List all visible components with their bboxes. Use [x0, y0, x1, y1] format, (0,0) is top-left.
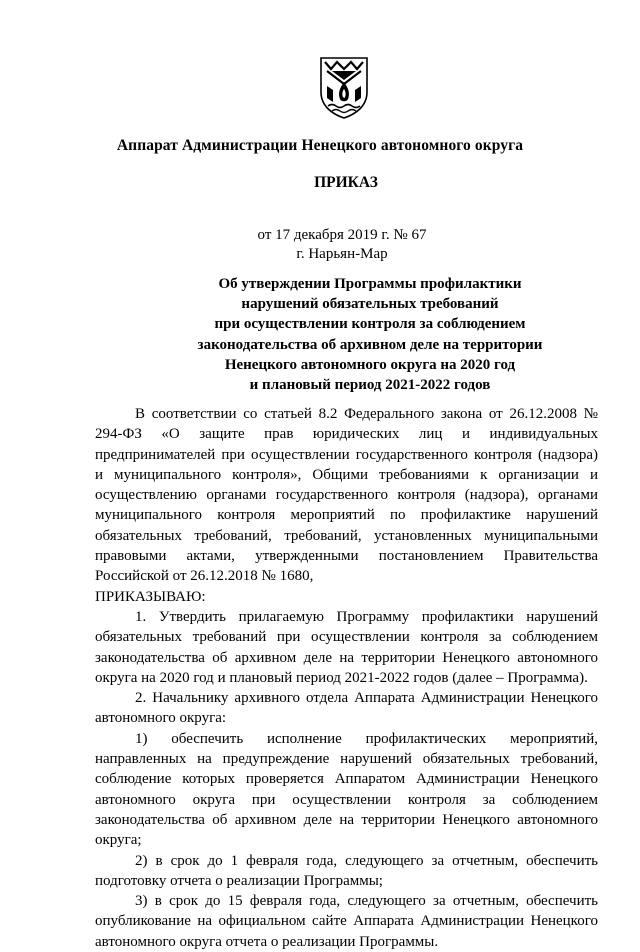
title-line: при осуществлении контроля за соблюдением: [214, 316, 526, 333]
title-line: Об утверждении Программы профилактики: [218, 276, 522, 292]
item-2-1-paragraph: 1) обеспечить исполнение профилактических мероприятий, направленных на предупреждение нарушений обязательных требований, соблюдение которых проверяется Аппаратом Администрации Ненецкого автономного округа при осуществлении контроля за соблюдением законодательства об архивном деле на территории Ненецкого автономного округа;: [95, 730, 598, 849]
document-body: [95, 404, 598, 952]
item-1-paragraph: 1. Утвердить прилагаемую Программу профилактики нарушений обязательных требований при осуществлении контроля за соблюдением законодательства об архивном деле на территории Ненецкого автономного округа на 2020 год и плановый период 2021-2022 годов (далее – Программа).: [95, 608, 598, 686]
title-line: нарушений обязательных требований: [241, 296, 499, 313]
item-2-paragraph: 2. Начальнику архивного отдела Аппарата Администрации Ненецкого автономного округа:: [95, 690, 598, 727]
document-place: г. Нарьян-Мар: [296, 246, 388, 262]
document-type: ПРИКАЗ: [314, 174, 378, 191]
organization-name: Аппарат Администрации Ненецкого автономного округа: [116, 137, 524, 154]
order-word: ПРИКАЗЫВАЮ:: [95, 588, 206, 605]
item-2-3-paragraph: 3) в срок до 15 февраля года, следующего за отчетным, обеспечить опубликование на официальном сайте Аппарата Администрации Ненецкого автономного округа отчета о реализации Программы.: [95, 893, 598, 950]
title-line: Ненецкого автономного округа на 2020 год: [224, 356, 516, 373]
document-title: [120, 274, 620, 395]
title-line: и плановый период 2021-2022 годов: [249, 377, 491, 394]
title-line: законодательства об архивном деле на территории: [197, 336, 543, 353]
preamble-paragraph: В соответствии со статьей 8.2 Федерального закона от 26.12.2008 № 294-ФЗ «О защите прав юридических лиц и индивидуальных предпринимателей при осуществлении государственного контроля (надзора) и муниципального контроля», Общими требованиями к организации и осуществлению органами государственного контроля (надзора), органами муниципального контроля мероприятий по профилактике нарушений обязательных требований, требований, установленных муниципальными правовыми актами, утвержденными постановлением Правительства Российской от 26.12.2018 № 1680,: [95, 406, 598, 585]
document-date-number: от 17 декабря 2019 г. № 67: [257, 227, 427, 243]
item-2-2-paragraph: 2) в срок до 1 февраля года, следующего за отчетным, обеспечить подготовку отчета о реализации Программы;: [95, 852, 598, 889]
nenets-coat-of-arms-icon: [318, 56, 370, 120]
